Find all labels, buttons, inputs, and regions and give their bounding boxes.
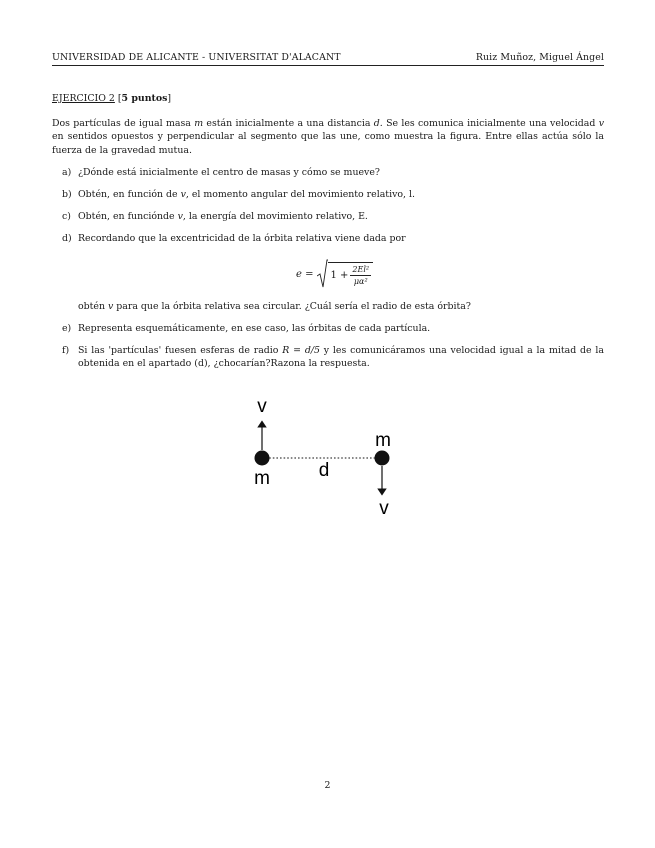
eccentricity-formula [296,257,373,291]
figure-svg [240,388,410,523]
header-rule [52,65,604,66]
item-d-continuation: obtén v para que la órbita relativa sea circular. ¿Cuál sería el radio de esta órbita? [78,301,471,312]
item-c: c) Obtén, en funciónde v, la energía del movimiento relativo, E. [62,211,368,222]
formula-denominator: μα² [353,277,368,286]
label-m-right: m [375,430,391,451]
label-m-left: m [254,468,270,489]
exercise-title: EJERCICIO 2 [5 puntos] [52,93,172,104]
right-mass [375,451,390,466]
item-f: f) Si las 'partículas' fuesen esferas de radio R = d/5 y les comunicáramos una velocidad igual a la mitad de la obtenida en el apartado (d), ¿chocarían?Razona la respuesta. [62,345,605,370]
exercise-points: 5 puntos [121,93,168,104]
page-header [52,52,604,63]
formula-numerator: 2El² [352,265,370,274]
item-e: e) Representa esquemáticamente, en ese caso, las órbitas de cada partícula. [62,323,431,334]
label-d: d [318,460,330,481]
page-number: 2 [324,780,331,791]
two-masses-figure [240,388,410,526]
formula-lhs: e = [296,268,314,280]
sqrt-icon [317,259,373,289]
item-b: b) Obtén, en función de v, el momento angular del movimiento relativo, l. [62,189,415,200]
label-v-top: v [257,396,267,417]
item-d: d) Recordando que la excentricidad de la órbita relativa viene dada por [62,233,406,244]
header-university: UNIVERSIDAD DE ALICANTE - UNIVERSITAT D'ALACANT [52,52,341,63]
header-author: Ruiz Muñoz, Miguel Ángel [475,52,604,63]
exercise-number: EJERCICIO 2 [52,93,115,104]
item-a: a) ¿Dónde está inicialmente el centro de masas y cómo se mueve? [62,167,380,178]
intro-paragraph: Dos partículas de igual masa m están inicialmente a una distancia d. Se les comunica inicialmente una velocidad v en sentidos opuestos y perpendicular al segmento que las une, como muestra la figura. Entre ellas actúa sólo la fuerza de la gravedad mutua. [52,118,604,156]
formula-one-plus: 1 + [330,270,349,281]
left-mass [255,451,270,466]
label-v-bottom: v [379,498,389,519]
